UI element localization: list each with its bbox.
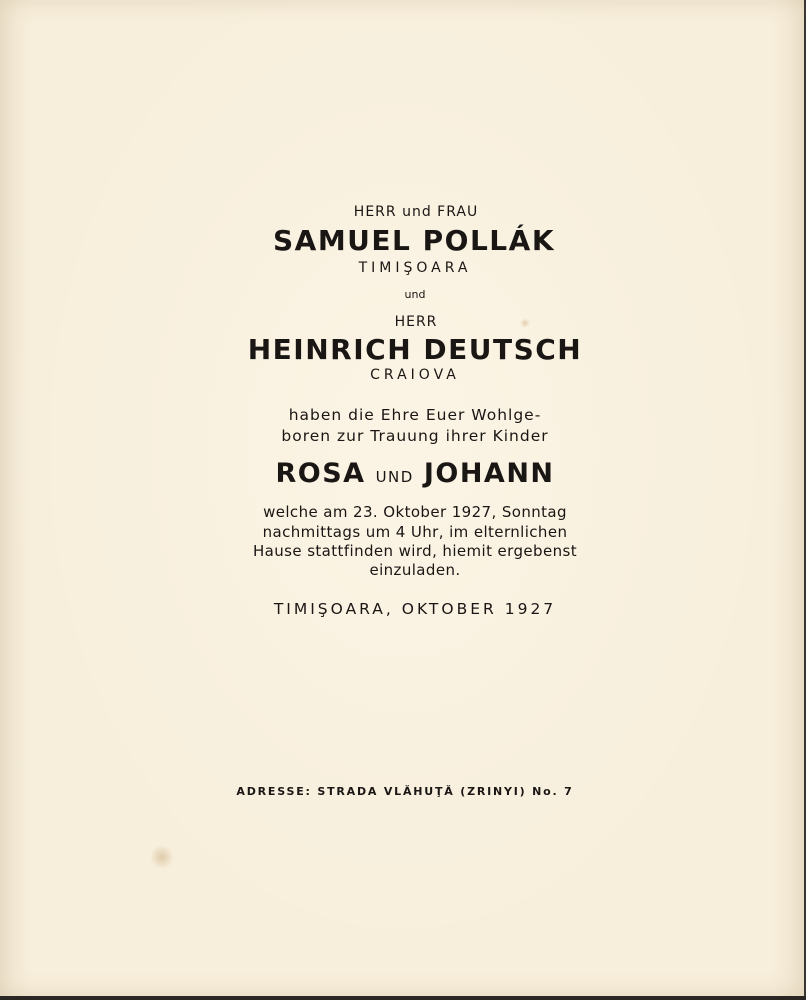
bride-name: ROSA	[275, 458, 366, 489]
and-connector: und	[404, 288, 426, 301]
couple-names	[0, 458, 806, 489]
parents-prefix: HERR und FRAU	[353, 204, 479, 220]
second-name: HEINRICH DEUTSCH	[247, 333, 583, 366]
names-connector: UND	[375, 468, 414, 486]
paper-stain	[150, 845, 174, 869]
honor-line-1: haben die Ehre Euer Wohlge-	[288, 406, 542, 424]
parents-name: SAMUEL POLLÁK	[272, 224, 556, 257]
details-line-2: nachmittags um 4 Uhr, im elternlichen	[262, 523, 568, 541]
details-line-1: welche am 23. Oktober 1927, Sonntag	[263, 503, 567, 521]
second-prefix: HERR	[394, 314, 438, 330]
address-line: ADRESSE: STRADA VLĂHUŢĂ (ZRINYI) No. 7	[236, 785, 574, 798]
honor-line-2: boren zur Trauung ihrer Kinder	[281, 427, 549, 445]
details-line-4: einzuladen.	[369, 561, 461, 579]
details-line-3: Hause stattfinden wird, hiemit ergebenst	[253, 542, 577, 560]
scan-edge	[0, 996, 806, 1000]
second-city: CRAIOVA	[370, 367, 460, 383]
parents-city: TIMIŞOARA	[358, 260, 472, 276]
dateline: TIMIŞOARA, OKTOBER 1927	[273, 600, 557, 618]
groom-name: JOHANN	[423, 458, 555, 489]
